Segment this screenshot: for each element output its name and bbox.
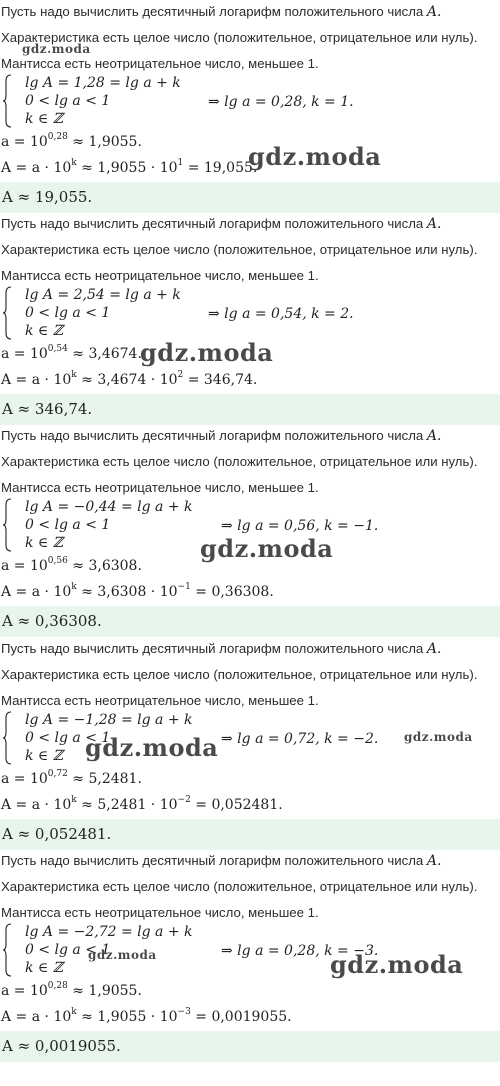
A-exponent: 1 xyxy=(177,158,184,169)
characteristic-line: Характеристика есть целое число (положительное, отрицательное или нуль). xyxy=(1,879,478,894)
watermark: gdz.moda xyxy=(404,730,473,744)
A-exponent-k: k xyxy=(71,158,77,169)
system-row-1: lg A = −2,72 = lg a + k xyxy=(25,924,193,940)
watermark: gdz.moda xyxy=(85,733,219,762)
a-exponent: 0,28 xyxy=(47,981,68,992)
system-row-1: lg A = −1,28 = lg a + k xyxy=(25,712,193,728)
A-prefix: A = a · 10 xyxy=(1,584,72,600)
intro-text: Пусть надо вычислить десятичный логарифм положительного числа xyxy=(1,428,424,443)
result-line xyxy=(1,1009,292,1025)
A-end: = 0,052481. xyxy=(190,797,283,813)
answer-text: A ≈ 0,052481. xyxy=(2,825,112,843)
A-middle: ≈ 5,2481 · 10 xyxy=(76,797,178,813)
implies-result: ⇒ lg a = 0,54, k = 2. xyxy=(208,306,354,322)
watermark: gdz.moda xyxy=(330,950,464,979)
system-row-1: lg A = 2,54 = lg a + k xyxy=(25,287,181,303)
result-line xyxy=(1,584,274,600)
problem-block xyxy=(0,0,500,212)
a-exponent: 0,54 xyxy=(47,344,68,355)
answer-box xyxy=(0,819,500,850)
problem-block xyxy=(0,424,500,636)
system-row-2: 0 < lg a < 1 xyxy=(25,730,111,746)
mantissa-value-line xyxy=(1,983,142,999)
A-middle: ≈ 1,9055 · 10 xyxy=(76,1009,178,1025)
characteristic-line: Характеристика есть целое число (положительное, отрицательное или нуль). xyxy=(1,667,478,682)
mantissa-value-line xyxy=(1,558,142,574)
intro-variable: A. xyxy=(426,853,442,869)
left-brace xyxy=(3,286,11,338)
characteristic-line: Характеристика есть целое число (положительное, отрицательное или нуль). xyxy=(1,242,478,257)
intro-text: Пусть надо вычислить десятичный логарифм положительного числа xyxy=(1,853,424,868)
mantissa-value-line xyxy=(1,134,142,150)
system-row-3: k ∈ ℤ xyxy=(25,323,63,339)
mantissa-line: Мантисса есть неотрицательное число, меньшее 1. xyxy=(1,56,319,71)
intro-text: Пусть надо вычислить десятичный логарифм положительного числа xyxy=(1,4,424,19)
equation-system xyxy=(3,286,483,340)
intro-line xyxy=(1,641,441,657)
a-base: a = 10 xyxy=(1,134,48,150)
watermark: gdz.moda xyxy=(88,948,157,962)
answer-box xyxy=(0,182,500,213)
mantissa-line: Мантисса есть неотрицательное число, меньшее 1. xyxy=(1,905,319,920)
mantissa-line: Мантисса есть неотрицательное число, меньшее 1. xyxy=(1,268,319,283)
a-base: a = 10 xyxy=(1,558,48,574)
a-value: ≈ 1,9055. xyxy=(67,983,142,999)
A-middle: ≈ 3,4674 · 10 xyxy=(76,372,178,388)
answer-text: A ≈ 0,0019055. xyxy=(2,1037,121,1055)
mantissa-value-line xyxy=(1,346,142,362)
A-middle: ≈ 1,9055 · 10 xyxy=(76,160,178,176)
system-row-3: k ∈ ℤ xyxy=(25,748,63,764)
system-row-3: k ∈ ℤ xyxy=(25,535,63,551)
A-prefix: A = a · 10 xyxy=(1,1009,72,1025)
system-row-2: 0 < lg a < 1 xyxy=(25,93,111,109)
implies-result: ⇒ lg a = 0,28, k = 1. xyxy=(208,94,354,110)
left-brace xyxy=(3,498,11,550)
A-prefix: A = a · 10 xyxy=(1,372,72,388)
answer-text: A ≈ 346,74. xyxy=(2,400,93,418)
a-base: a = 10 xyxy=(1,346,48,362)
a-value: ≈ 1,9055. xyxy=(67,134,142,150)
a-exponent: 0,28 xyxy=(47,132,68,143)
system-row-1: lg A = 1,28 = lg a + k xyxy=(25,75,181,91)
intro-line xyxy=(1,216,441,232)
system-row-2: 0 < lg a < 1 xyxy=(25,942,111,958)
intro-variable: A. xyxy=(426,428,442,444)
a-exponent: 0,72 xyxy=(47,769,68,780)
implies-result: ⇒ lg a = 0,56, k = −1. xyxy=(221,518,379,534)
A-exponent: 2 xyxy=(177,370,184,381)
answer-box xyxy=(0,606,500,637)
left-brace xyxy=(3,923,11,975)
a-exponent: 0,56 xyxy=(47,556,68,567)
intro-text: Пусть надо вычислить десятичный логарифм положительного числа xyxy=(1,216,424,231)
system-row-3: k ∈ ℤ xyxy=(25,960,63,976)
watermark: gdz.moda xyxy=(200,534,334,563)
left-brace xyxy=(3,711,11,763)
left-brace xyxy=(3,74,11,126)
result-line xyxy=(1,160,257,176)
a-base: a = 10 xyxy=(1,771,48,787)
A-exponent-k: k xyxy=(71,370,77,381)
A-exponent: −2 xyxy=(177,795,191,806)
A-end: = 0,36308. xyxy=(190,584,274,600)
A-prefix: A = a · 10 xyxy=(1,160,72,176)
system-row-3: k ∈ ℤ xyxy=(25,111,63,127)
answer-box xyxy=(0,1031,500,1062)
A-end: = 346,74. xyxy=(183,372,258,388)
intro-line xyxy=(1,4,441,20)
A-middle: ≈ 3,6308 · 10 xyxy=(76,584,178,600)
intro-text: Пусть надо вычислить десятичный логарифм положительного числа xyxy=(1,641,424,656)
answer-text: A ≈ 19,055. xyxy=(2,188,93,206)
a-value: ≈ 3,4674. xyxy=(67,346,142,362)
A-exponent-k: k xyxy=(71,795,77,806)
system-row-2: 0 < lg a < 1 xyxy=(25,305,111,321)
intro-variable: A. xyxy=(426,641,442,657)
mantissa-line: Мантисса есть неотрицательное число, меньшее 1. xyxy=(1,693,319,708)
problem-block xyxy=(0,212,500,424)
result-line xyxy=(1,797,283,813)
A-end: = 19,055. xyxy=(183,160,258,176)
characteristic-line: Характеристика есть целое число (положительное, отрицательное или нуль). xyxy=(1,30,478,45)
a-base: a = 10 xyxy=(1,983,48,999)
A-exponent-k: k xyxy=(71,1007,77,1018)
intro-variable: A. xyxy=(426,216,442,232)
mantissa-line: Мантисса есть неотрицательное число, меньшее 1. xyxy=(1,480,319,495)
mantissa-value-line xyxy=(1,771,142,787)
answer-text: A ≈ 0,36308. xyxy=(2,612,102,630)
equation-system xyxy=(3,74,483,128)
A-exponent-k: k xyxy=(71,582,77,593)
A-end: = 0,0019055. xyxy=(190,1009,292,1025)
a-value: ≈ 5,2481. xyxy=(67,771,142,787)
a-value: ≈ 3,6308. xyxy=(67,558,142,574)
characteristic-line: Характеристика есть целое число (положительное, отрицательное или нуль). xyxy=(1,454,478,469)
watermark: gdz.moda xyxy=(140,338,274,367)
intro-line xyxy=(1,853,441,869)
system-row-1: lg A = −0,44 = lg a + k xyxy=(25,499,193,515)
A-prefix: A = a · 10 xyxy=(1,797,72,813)
implies-result: ⇒ lg a = 0,72, k = −2. xyxy=(221,731,379,747)
A-exponent: −3 xyxy=(177,1007,191,1018)
watermark: gdz.moda xyxy=(22,42,91,56)
result-line xyxy=(1,372,257,388)
A-exponent: −1 xyxy=(177,582,191,593)
intro-variable: A. xyxy=(426,4,442,20)
system-row-2: 0 < lg a < 1 xyxy=(25,517,111,533)
intro-line xyxy=(1,428,441,444)
watermark: gdz.moda xyxy=(248,142,382,171)
implies-result: ⇒ lg a = 0,28, k = −3. xyxy=(221,943,379,959)
answer-box xyxy=(0,394,500,425)
